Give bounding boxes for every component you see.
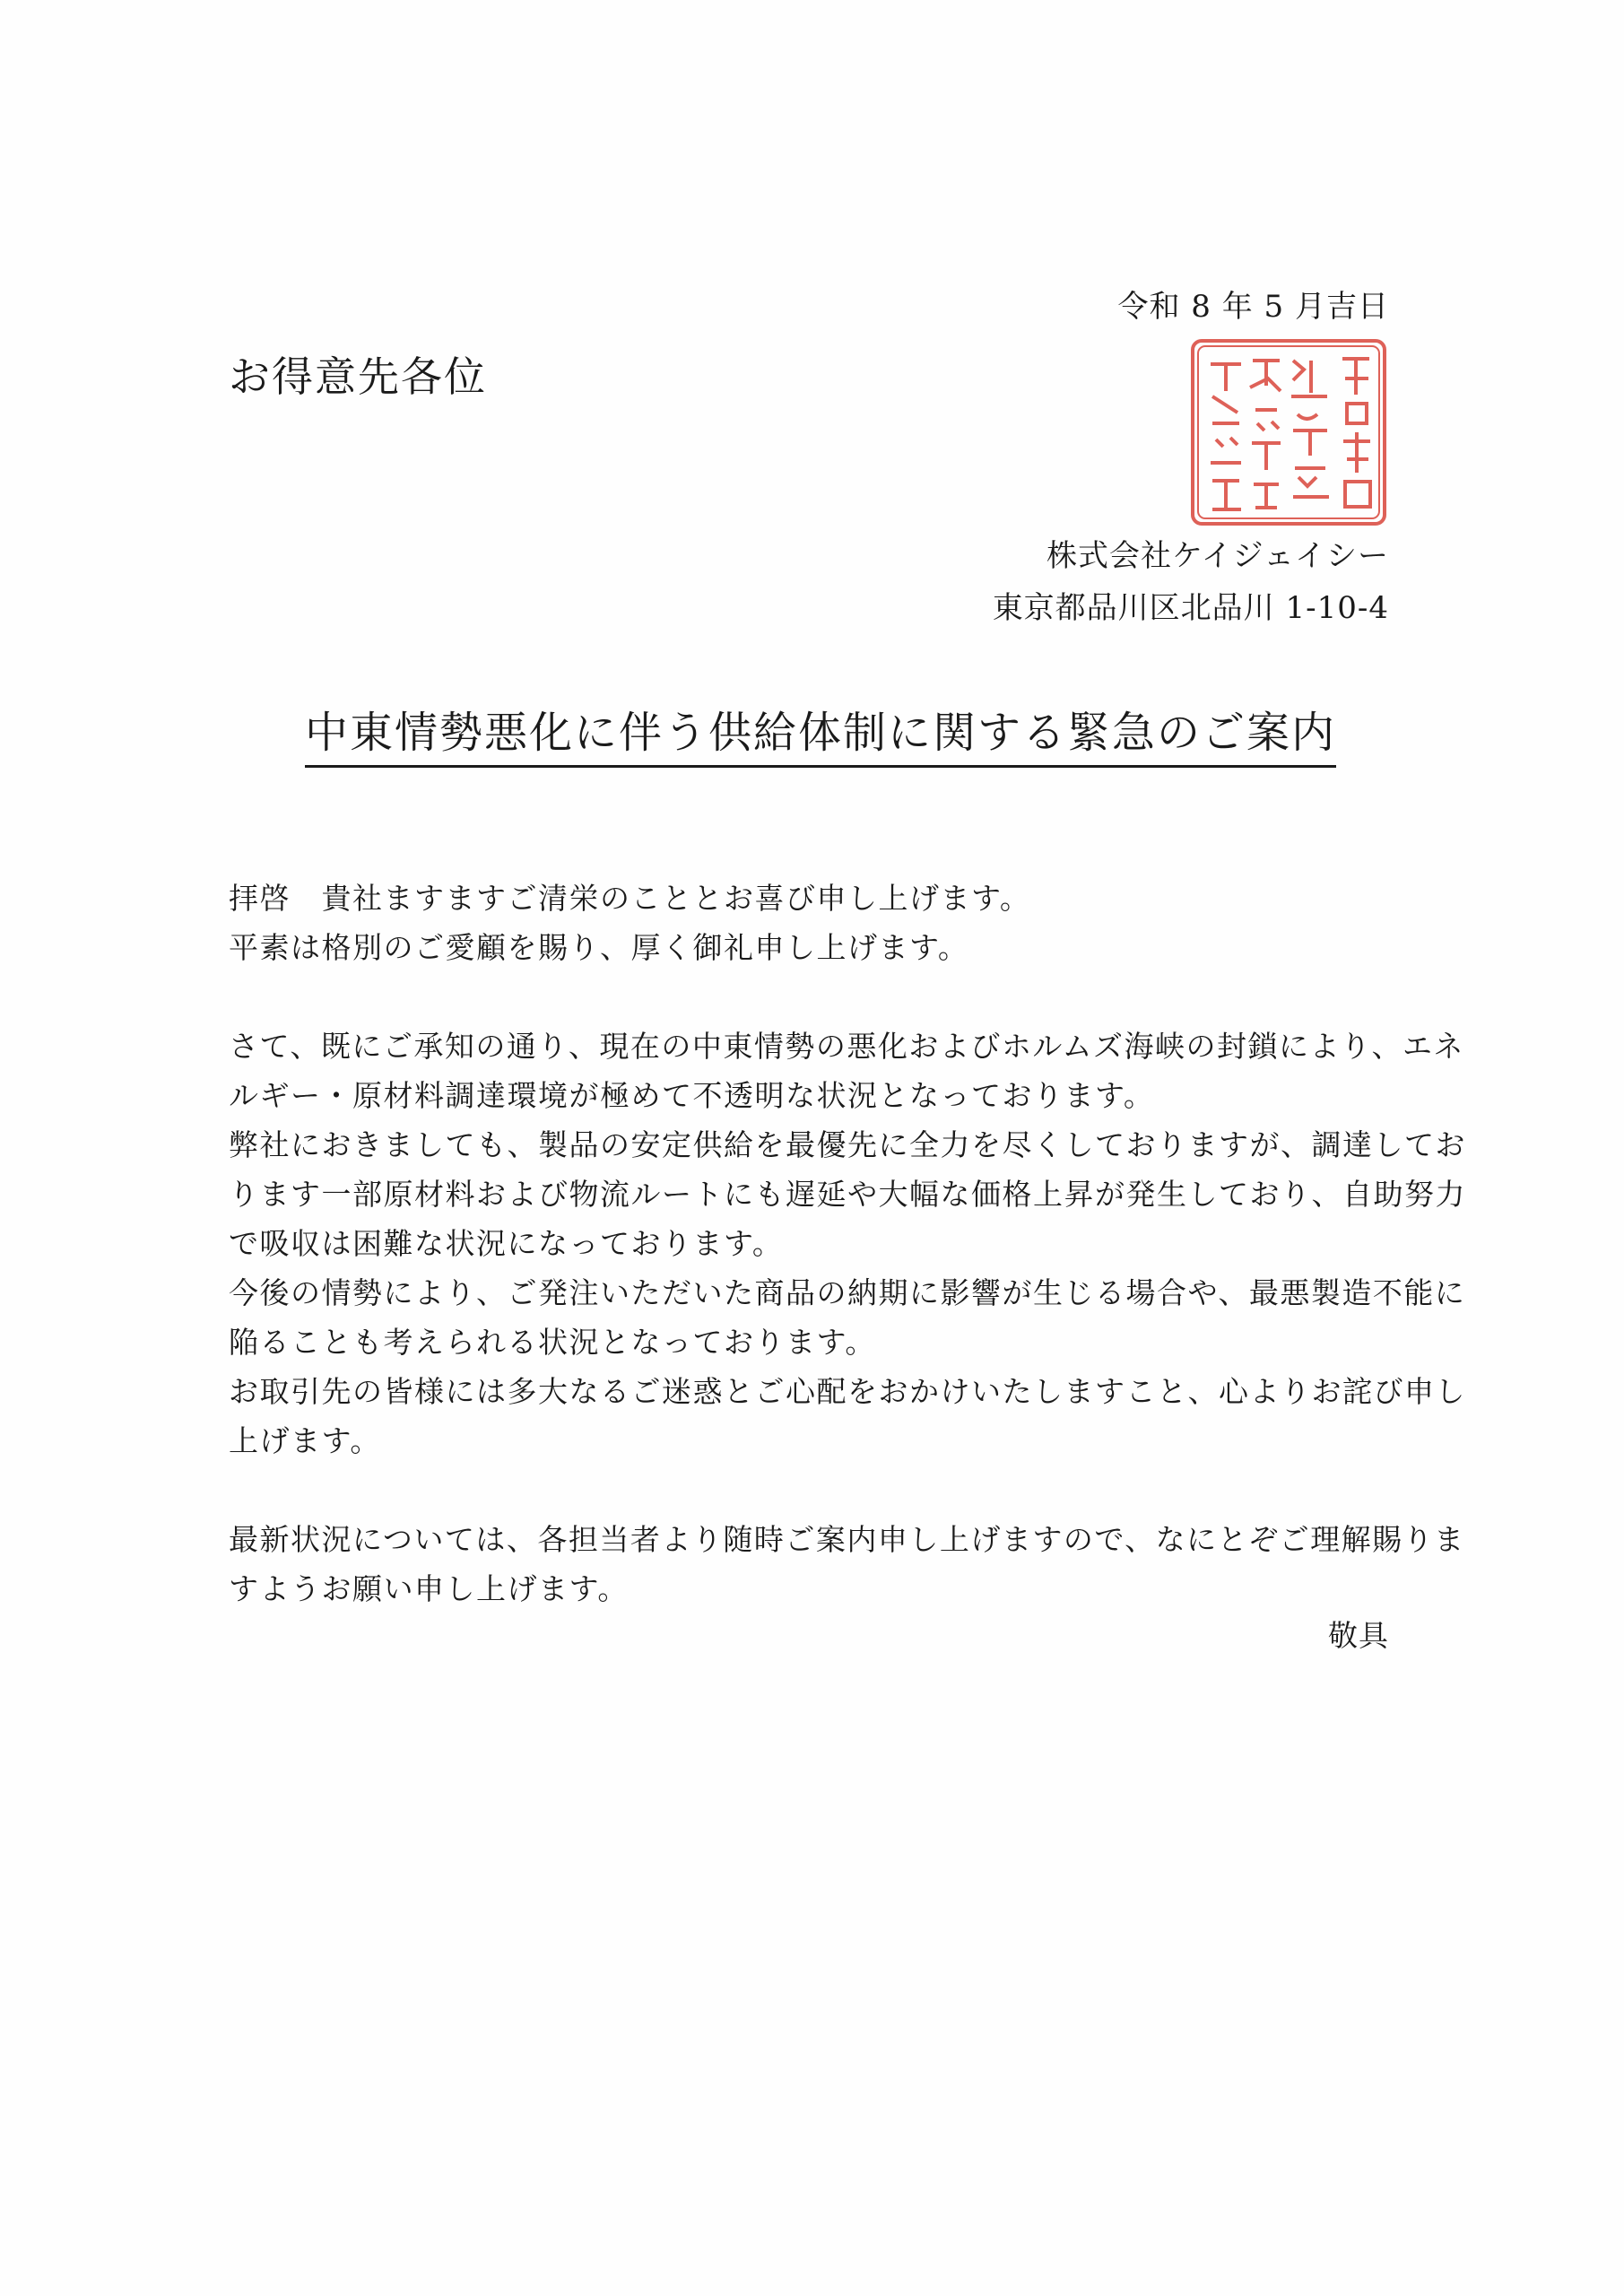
letter-body [229,874,1466,1613]
body-line: ルギー・原材料調達環境が極めて不透明な状況となっております。 [229,1078,1155,1113]
body-line: 平素は格別のご愛顧を賜り、厚く御礼申し上げます。 [229,930,969,965]
body-line: 陥ることも考えられる状況となっております。 [229,1325,876,1360]
recipient-line: お得意先各位 [229,352,487,401]
body-line: 弊社におきましても、製品の安定供給を最優先に全力を尽くしておりますが、調達してお [229,1127,1466,1162]
body-line: さて、既にご承知の通り、現在の中東情勢の悪化およびホルムズ海峡の封鎖により、エネ [229,1029,1465,1064]
body-line: 最新状況については、各担当者より随時ご案内申し上げますので、なにとぞご理解賜りま [229,1522,1465,1557]
company-address: 東京都品川区北品川 1-10-4 [992,590,1389,626]
body-line: 今後の情勢により、ご発注いただいた商品の納期に影響が生じる場合や、最悪製造不能に [229,1275,1466,1310]
company-name: 株式会社ケイジェイシー [1046,538,1389,574]
paragraph-gap [229,972,1394,1022]
body-line: お取引先の皆様には多大なるご迷惑とご心配をおかけいたしますこと、心よりお詫び申し [229,1374,1466,1409]
letter-title: 中東情勢悪化に伴う供給体制に関する緊急のご案内 [305,698,1336,768]
body-line: で吸収は困難な状況になっております。 [229,1226,784,1261]
paragraph-gap [229,1465,1394,1515]
body-line: すようお願い申し上げます。 [229,1571,629,1606]
company-seal-stamp [1185,334,1392,531]
letter-date: 令和 8 年 5 月吉日 [1117,289,1389,325]
body-line: 上げます。 [229,1423,381,1458]
closing-phrase: 敬具 [1328,1618,1389,1653]
body-line: 拝啓 貴社ますますご清栄のこととお喜び申し上げます。 [229,881,1031,916]
body-line: ります一部原材料および物流ルートにも遅延や大幅な価格上昇が発生しており、自助努力 [229,1177,1466,1212]
